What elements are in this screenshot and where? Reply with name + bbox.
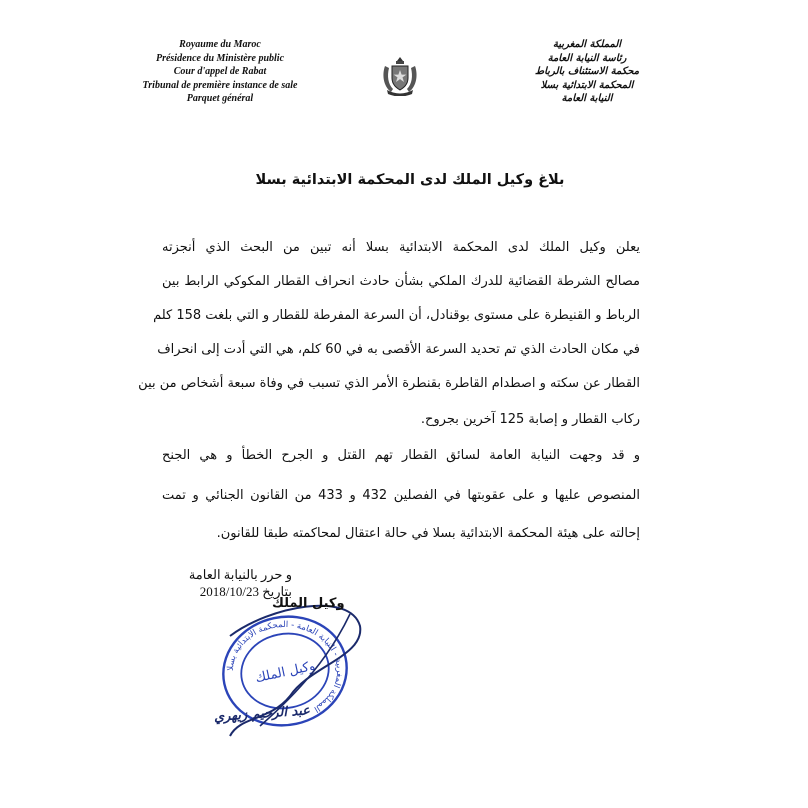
text-line: ركاب القطار و إصابة 125 آخرين بجروح. [420, 412, 640, 427]
text-line: المنصوص عليها و على عقوبتها في الفصلين 432 و 433 من القانون الجنائي و تمت [162, 488, 640, 503]
closing-place: و حرر بالنيابة العامة [188, 567, 292, 582]
closing-date: بتاريخ 2018/10/23 [199, 584, 292, 599]
document-title: بلاغ وكيل الملك لدى المحكمة الابتدائية بسلا [255, 172, 565, 188]
letterhead-fr-line: Royaume du Maroc [179, 39, 261, 50]
letterhead-ar-line: محكمة الاستئناف بالرباط [534, 66, 640, 77]
text-line: و قد وجهت النيابة العامة لسائق القطار تهم القتل و الجرح الخطأ و هي الجنح [162, 448, 640, 463]
letterhead-fr-line: Tribunal de première instance de sale [142, 79, 298, 91]
signatory-name: عبد الرحيم زيهري [213, 703, 311, 725]
letterhead-fr-line: Parquet général [186, 93, 254, 104]
paragraph-1 [138, 240, 640, 440]
stamp-ring-text: المملكة المغربية - النيابة العامة - المحكمة الابتدائية بسلا [225, 619, 345, 714]
text-line: يعلن وكيل الملك لدى المحكمة الابتدائية بسلا أنه تبين من البحث الذي أنجزته [162, 240, 640, 255]
letterhead-fr-line: Cour d'appel de Rabat [173, 66, 267, 77]
stamp-center-text: وكيل الملك [254, 658, 317, 687]
paragraph-2 [162, 448, 640, 548]
french-letterhead [140, 38, 300, 106]
text-line: الرباط و القنيطرة على مستوى بوقنادل، أن السرعة المفرطة للقطار و التي بلغت 158 كلم [153, 308, 640, 323]
letterhead-ar-line: رئاسة النيابة العامة [547, 52, 627, 64]
text-line: إحالته على هيئة المحكمة الابتدائية بسلا في حالة اعتقال لمحاكمته طبقا للقانون. [216, 526, 640, 541]
letterhead-ar-line: المملكة المغربية [552, 39, 622, 50]
text-line: في مكان الحادث الذي تم تحديد السرعة الأقصى به في 60 كلم، هي التي أدت إلى انحراف [157, 342, 640, 357]
closing-block [160, 566, 292, 600]
signatory-title: وكيل الملك [272, 596, 345, 611]
letterhead-fr-line: Présidence du Ministère public [155, 52, 285, 64]
coat-of-arms-icon [381, 56, 419, 96]
letterhead-ar-line: النيابة العامة [561, 93, 613, 104]
letterhead-ar-line: المحكمة الابتدائية بسلا [540, 79, 634, 91]
text-line: مصالح الشرطة القضائية للدرك الملكي بشأن حادث انحراف القطار المكوكي الرابط بين [162, 274, 640, 289]
text-line: القطار عن سكته و اصطدام القاطرة بقنطرة الأمر الذي تسبب في وفاة سبعة أشخاص من بين [138, 376, 640, 391]
arabic-letterhead [512, 38, 662, 106]
